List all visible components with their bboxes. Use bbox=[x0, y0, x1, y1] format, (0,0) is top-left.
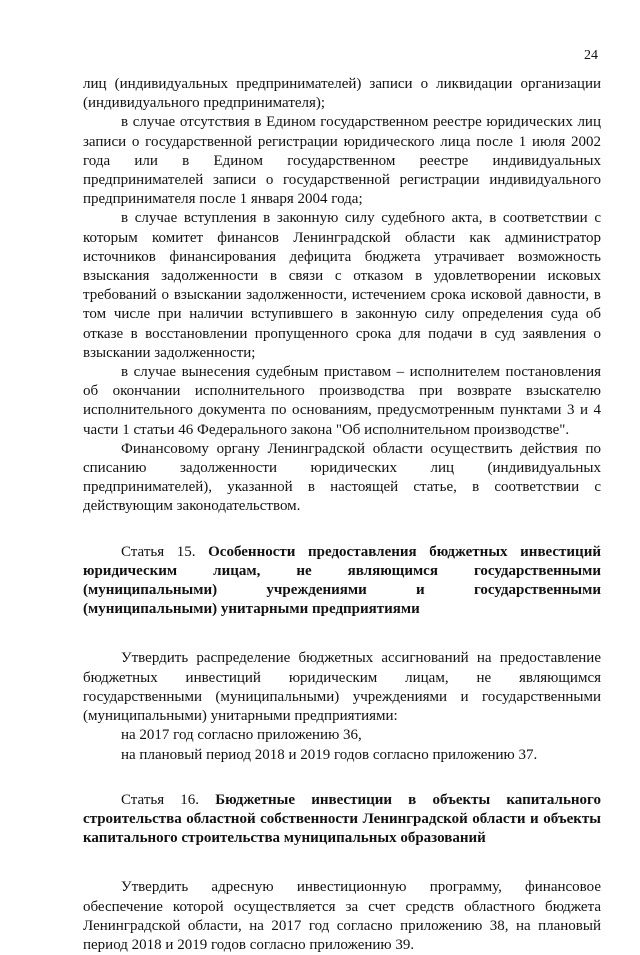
article-15-line-2018-2019: на плановый период 2018 и 2019 годов согласно приложению 37. bbox=[121, 746, 538, 763]
paragraph-bailiff: в случае вынесения судебным приставом – исполнителем постановления об окончании исполнительного производства при возврате взыскателю исполнительного документа по основаниям, предусмотренным пунктами 3 и 4 части 1 статьи 46 Федерального закона "Об исполнительном производстве". bbox=[83, 364, 601, 438]
paragraph-court-act: в случае вступления в законную силу судебного акта, в соответствии с которым комитет финансов Ленинградской области как администратор источников финансирования дефицита бюджета утрачивает возможность взыскания задолженности в связи с отказом в удовлетворении исковых требований о взыскании задолженности, истечением срока исковой давности, в том числе при наличии вступившего в законную силу определения суда об отказе в восстановлении пропущенного срока для подачи в суд заявления о взыскании задолженности; bbox=[83, 210, 601, 361]
article-15-title: Особенности предоставления бюджетных инвестиций юридическим лицам, не являющимся государственными (муниципальными) учреждениями и государственными (муниципальными) унитарными предприятиями bbox=[83, 543, 601, 618]
article-15-body: Утвердить распределение бюджетных ассигнований на предоставление бюджетных инвестиций юридическим лицам, не являющимся государственными (муниципальными) учреждениями и государственными (муниципальными) унитарными предприятиями: bbox=[83, 650, 601, 725]
paragraph-continuation: лиц (индивидуальных предпринимателей) записи о ликвидации организации (индивидуального предпринимателя); bbox=[83, 76, 601, 112]
article-15-heading bbox=[83, 543, 601, 620]
article-15-prefix: Статья 15. bbox=[121, 543, 209, 560]
article-15-line-2017: на 2017 год согласно приложению 36, bbox=[121, 727, 362, 744]
paragraph-write-off: Финансовому органу Ленинградской области осуществить действия по списанию задолженности юридических лиц (индивидуальных предпринимателей), указанной в настоящей статье, в соответствии с действующим законодательством. bbox=[83, 440, 601, 515]
paragraph-no-egrul-record: в случае отсутствия в Едином государственном реестре юридических лиц записи о государственной регистрации юридического лица после 1 июля 2002 года или в Едином государственном реестре индивидуальных предпринимателей записи о государственной регистрации индивидуального предпринимателя после 1 января 2004 года; bbox=[83, 114, 601, 208]
page-number: 24 bbox=[584, 48, 598, 63]
article-16-prefix: Статья 16. bbox=[121, 791, 216, 808]
article-16-heading bbox=[83, 791, 601, 849]
article-16-body: Утвердить адресную инвестиционную программу, финансовое обеспечение которой осуществляется за счет средств областного бюджета Ленинградской области, на 2017 год согласно приложению 38, на плановый период 2018 и 2019 годов согласно приложению 39. bbox=[83, 879, 601, 953]
article-16-title: Бюджетные инвестиции в объекты капитального строительства областной собственности Ленинградской области и объекты капитального строительства муниципальных образований bbox=[83, 791, 601, 847]
document-body bbox=[83, 75, 601, 955]
